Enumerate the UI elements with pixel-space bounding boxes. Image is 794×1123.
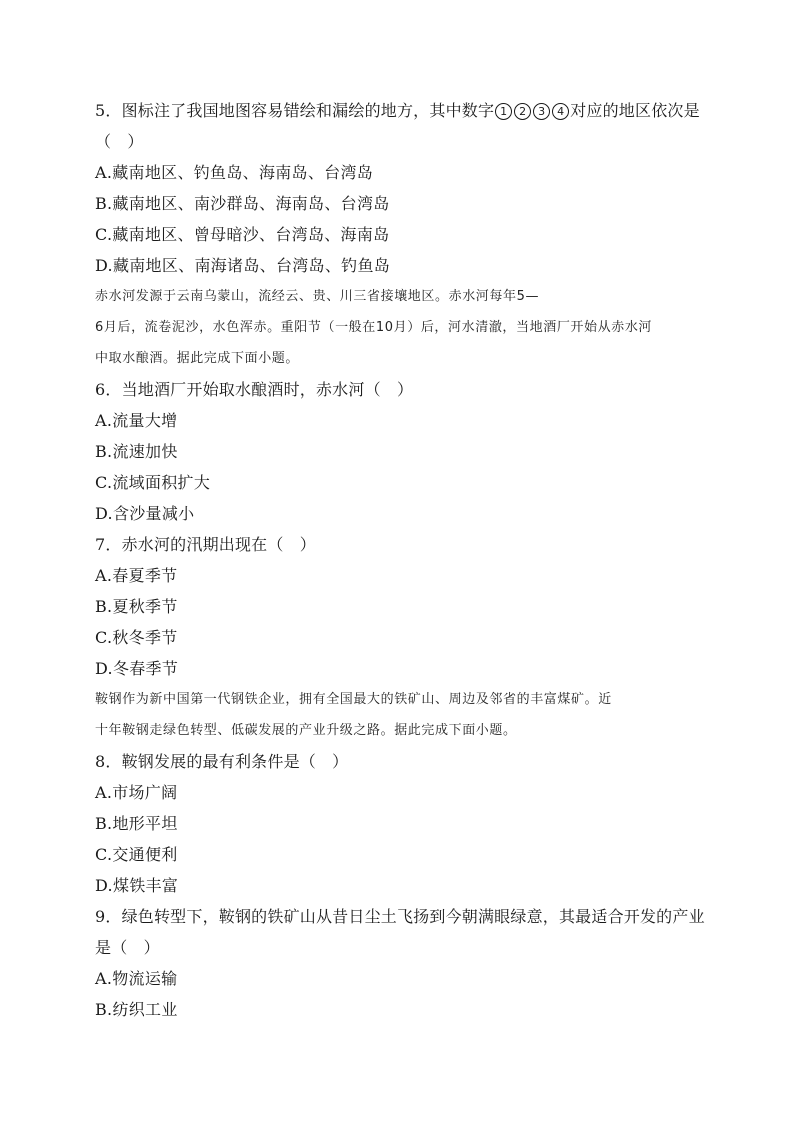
passage-line: 鞍钢作为新中国第一代钢铁企业，拥有全国最大的铁矿山、周边及邻省的丰富煤矿。近 <box>95 692 612 707</box>
question-8-option-d: D.煤铁丰富 <box>95 876 179 895</box>
question-7-option-d: D.冬春季节 <box>95 659 179 678</box>
question-5-option-b: B.藏南地区、南沙群岛、海南岛、台湾岛 <box>95 194 390 213</box>
question-6-option-d: D.含沙量减小 <box>95 504 195 523</box>
question-9 <box>95 901 705 1025</box>
question-6-option-b: B.流速加快 <box>95 442 178 461</box>
circled-numeral-1: 1 <box>495 103 512 120</box>
question-5-stem-tail: 对应的地区依次是 <box>570 101 700 120</box>
question-5 <box>95 95 705 281</box>
question-6 <box>95 374 705 529</box>
question-7 <box>95 529 705 684</box>
question-7-option-a: A.春夏季节 <box>95 566 178 585</box>
question-9-option-b: B.纺织工业 <box>95 1000 178 1019</box>
passage-line: 中取水酿酒。据此完成下面小题。 <box>95 351 300 366</box>
question-6-option-c: C.流域面积扩大 <box>95 473 211 492</box>
question-9-option-a: A.物流运输 <box>95 969 178 988</box>
passage-angang-steel <box>95 684 705 746</box>
question-9-stem: 9．绿色转型下，鞍钢的铁矿山从昔日尘土飞扬到今朝满眼绿意，其最适合开发的产业 <box>95 907 705 926</box>
question-7-option-b: B.夏秋季节 <box>95 597 178 616</box>
question-7-stem: 7．赤水河的汛期出现在（ ） <box>95 535 316 554</box>
question-5-option-c: C.藏南地区、曾母暗沙、台湾岛、海南岛 <box>95 225 390 244</box>
question-7-option-c: C.秋冬季节 <box>95 628 178 647</box>
question-5-option-a: A.藏南地区、钓鱼岛、海南岛、台湾岛 <box>95 163 374 182</box>
question-9-stem-continued: 是（ ） <box>95 938 160 957</box>
question-6-option-a: A.流量大增 <box>95 411 178 430</box>
question-5-stem-text: 5．图标注了我国地图容易错绘和漏绘的地方，其中数字 <box>95 101 495 120</box>
question-8-stem: 8．鞍钢发展的最有利条件是（ ） <box>95 752 349 771</box>
question-5-blank: （ ） <box>95 132 144 151</box>
passage-line: 十年鞍钢走绿色转型、低碳发展的产业升级之路。据此完成下面小题。 <box>95 723 517 738</box>
question-8-option-a: A.市场广阔 <box>95 783 178 802</box>
passage-line: 赤水河发源于云南乌蒙山，流经云、贵、川三省接壤地区。赤水河每年5— <box>95 289 540 304</box>
circled-numeral-2: 2 <box>514 103 531 120</box>
passage-chishui-river <box>95 281 705 374</box>
question-8 <box>95 746 705 901</box>
question-8-option-b: B.地形平坦 <box>95 814 178 833</box>
question-6-stem: 6．当地酒厂开始取水酿酒时，赤水河（ ） <box>95 380 414 399</box>
exam-page <box>95 95 705 1025</box>
question-5-option-d: D.藏南地区、南海诸岛、台湾岛、钓鱼岛 <box>95 256 391 275</box>
passage-line: 6月后，流卷泥沙，水色浑赤。重阳节（一般在10月）后，河水清澈，当地酒厂开始从赤水河 <box>95 320 653 335</box>
question-5-stem <box>95 95 705 126</box>
circled-numeral-4: 4 <box>552 103 569 120</box>
circled-numeral-3: 3 <box>533 103 550 120</box>
question-8-option-c: C.交通便利 <box>95 845 178 864</box>
